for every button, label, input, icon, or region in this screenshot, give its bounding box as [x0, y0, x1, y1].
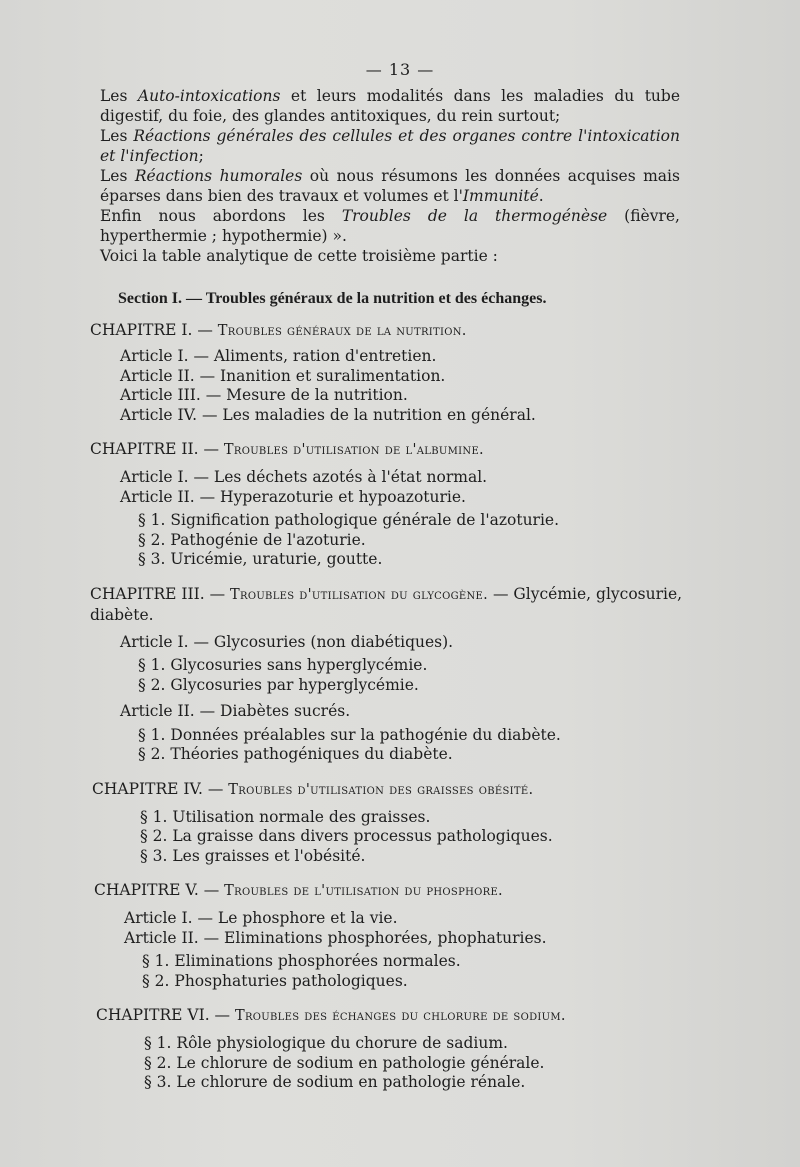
article-entry: Article II. — Eliminations phosphorées, phophaturies.: [124, 928, 547, 947]
italic-phrase: Troubles de la thermogénèse: [341, 207, 608, 225]
chapter-title: Troubles des échanges du chlorure de sodium.: [234, 1008, 566, 1024]
chapter-label: CHAPITRE IV. —: [92, 779, 229, 798]
italic-phrase: Immunité: [462, 187, 539, 205]
text-run: (fièvre, hyperthermie ; hypothermie) ».: [100, 207, 680, 245]
chapter-block: [90, 584, 690, 765]
chapter-items: [94, 909, 690, 991]
paragraph-entry: § 3. Les graisses et l'obésité.: [140, 846, 366, 865]
text-run: Les: [100, 87, 138, 105]
article-entry: Article IV. — Les maladies de la nutrition en général.: [120, 405, 536, 424]
intro-paragraph: [100, 206, 680, 246]
paragraph-entry: § 3. Le chlorure de sodium en pathologie rénale.: [144, 1073, 526, 1091]
italic-phrase: Auto-intoxications: [137, 87, 281, 105]
chapter-items: [92, 808, 690, 867]
paragraph-entry: § 1. Données préalables sur la pathogénie du diabète.: [138, 725, 561, 744]
text-run: .: [538, 187, 544, 205]
article-entry: Article III. — Mesure de la nutrition.: [120, 386, 408, 404]
chapter-label: CHAPITRE III. —: [90, 584, 231, 603]
section-title: Section I. — Troubles généraux de la nutrition et des échanges.: [118, 290, 547, 307]
chapter-block: [90, 1005, 690, 1093]
chapter-items: [90, 633, 690, 765]
article-entry: Article I. — Le phosphore et la vie.: [124, 909, 398, 927]
intro-paragraph: [100, 246, 680, 266]
chapter-heading: [94, 880, 690, 901]
paragraph-entry: § 2. Le chlorure de sodium en pathologie générale.: [144, 1053, 545, 1072]
text-run: Enfin nous abordons les: [100, 207, 342, 225]
chapter-block: [90, 320, 690, 425]
chapter-heading: [90, 584, 690, 625]
chapter-subtitle: — Glycémie, glycosurie, diabète.: [90, 584, 683, 624]
text-run: Voici la table analytique de cette troisième partie :: [100, 247, 498, 265]
table-of-contents: [90, 320, 690, 1093]
article-entry: Article I. — Glycosuries (non diabétiques).: [120, 632, 454, 651]
intro-paragraph: [100, 86, 680, 126]
paragraph-entry: § 1. Glycosuries sans hyperglycémie.: [138, 656, 428, 674]
chapter-items: [90, 468, 690, 570]
intro-paragraph: [100, 126, 680, 166]
article-entry: Article II. — Diabètes sucrés.: [120, 702, 351, 720]
text-run: Les: [100, 167, 135, 185]
chapter-heading: [96, 1005, 690, 1026]
chapter-label: CHAPITRE VI. —: [96, 1006, 235, 1024]
chapter-items: [96, 1034, 690, 1093]
text-run: et leurs modalités dans les maladies du tube digestif, du foie, des glandes antitoxiques, du rein surtout;: [100, 87, 680, 125]
chapter-block: [90, 439, 690, 570]
chapter-items: [90, 347, 690, 425]
paragraph-entry: § 2. Pathogénie de l'azoturie.: [138, 530, 366, 549]
paragraph-entry: § 3. Uricémie, uraturie, goutte.: [138, 550, 383, 568]
text-run: où nous résumons les données acquises mais éparses dans bien des travaux et volumes et l': [100, 167, 680, 205]
chapter-block: [90, 779, 690, 867]
chapter-title: Troubles généraux de la nutrition.: [217, 323, 467, 339]
paragraph-entry: § 2. La graisse dans divers processus pathologiques.: [140, 827, 553, 845]
chapter-heading: [90, 320, 690, 341]
page-number: — 13 —: [365, 60, 435, 79]
paragraph-entry: § 2. Théories pathogéniques du diabète.: [138, 745, 453, 763]
italic-phrase: Réactions humorales: [134, 167, 303, 185]
chapter-title: Troubles d'utilisation de l'albumine.: [223, 442, 484, 458]
paragraph-entry: § 1. Utilisation normale des graisses.: [140, 807, 431, 826]
chapter-title: Troubles de l'utilisation du phosphore.: [224, 883, 503, 899]
paragraph-entry: § 1. Signification pathologique générale de l'azoturie.: [138, 511, 560, 529]
article-entry: Article II. — Hyperazoturie et hypoazoturie.: [120, 487, 466, 506]
paragraph-entry: § 2. Phosphaturies pathologiques.: [142, 971, 408, 990]
article-entry: Article I. — Aliments, ration d'entretien.: [120, 347, 437, 365]
article-entry: Article I. — Les déchets azotés à l'état normal.: [120, 468, 488, 486]
paragraph-entry: § 1. Eliminations phosphorées normales.: [142, 952, 461, 970]
text-run: Les: [100, 127, 134, 145]
chapter-label: CHAPITRE II. —: [90, 440, 224, 458]
paragraph-entry: § 1. Rôle physiologique du chorure de sadium.: [144, 1034, 508, 1052]
chapter-label: CHAPITRE V. —: [94, 881, 225, 899]
paragraph-entry: § 2. Glycosuries par hyperglycémie.: [138, 675, 419, 694]
italic-phrase: Réactions générales des cellules et des organes contre l'intoxication et l'infection: [100, 127, 680, 165]
intro-text: [100, 86, 680, 266]
chapter-block: [90, 880, 690, 991]
intro-paragraph: [100, 166, 680, 206]
article-entry: Article II. — Inanition et suralimentation.: [120, 366, 446, 385]
chapter-title: Troubles d'utilisation des graisses obésité.: [228, 781, 534, 798]
chapter-heading: [90, 439, 690, 460]
chapter-title: Troubles d'utilisation du glycogène.: [230, 586, 489, 603]
text-run: ;: [198, 147, 204, 165]
chapter-label: CHAPITRE I. —: [90, 321, 218, 339]
chapter-heading: [92, 779, 690, 800]
